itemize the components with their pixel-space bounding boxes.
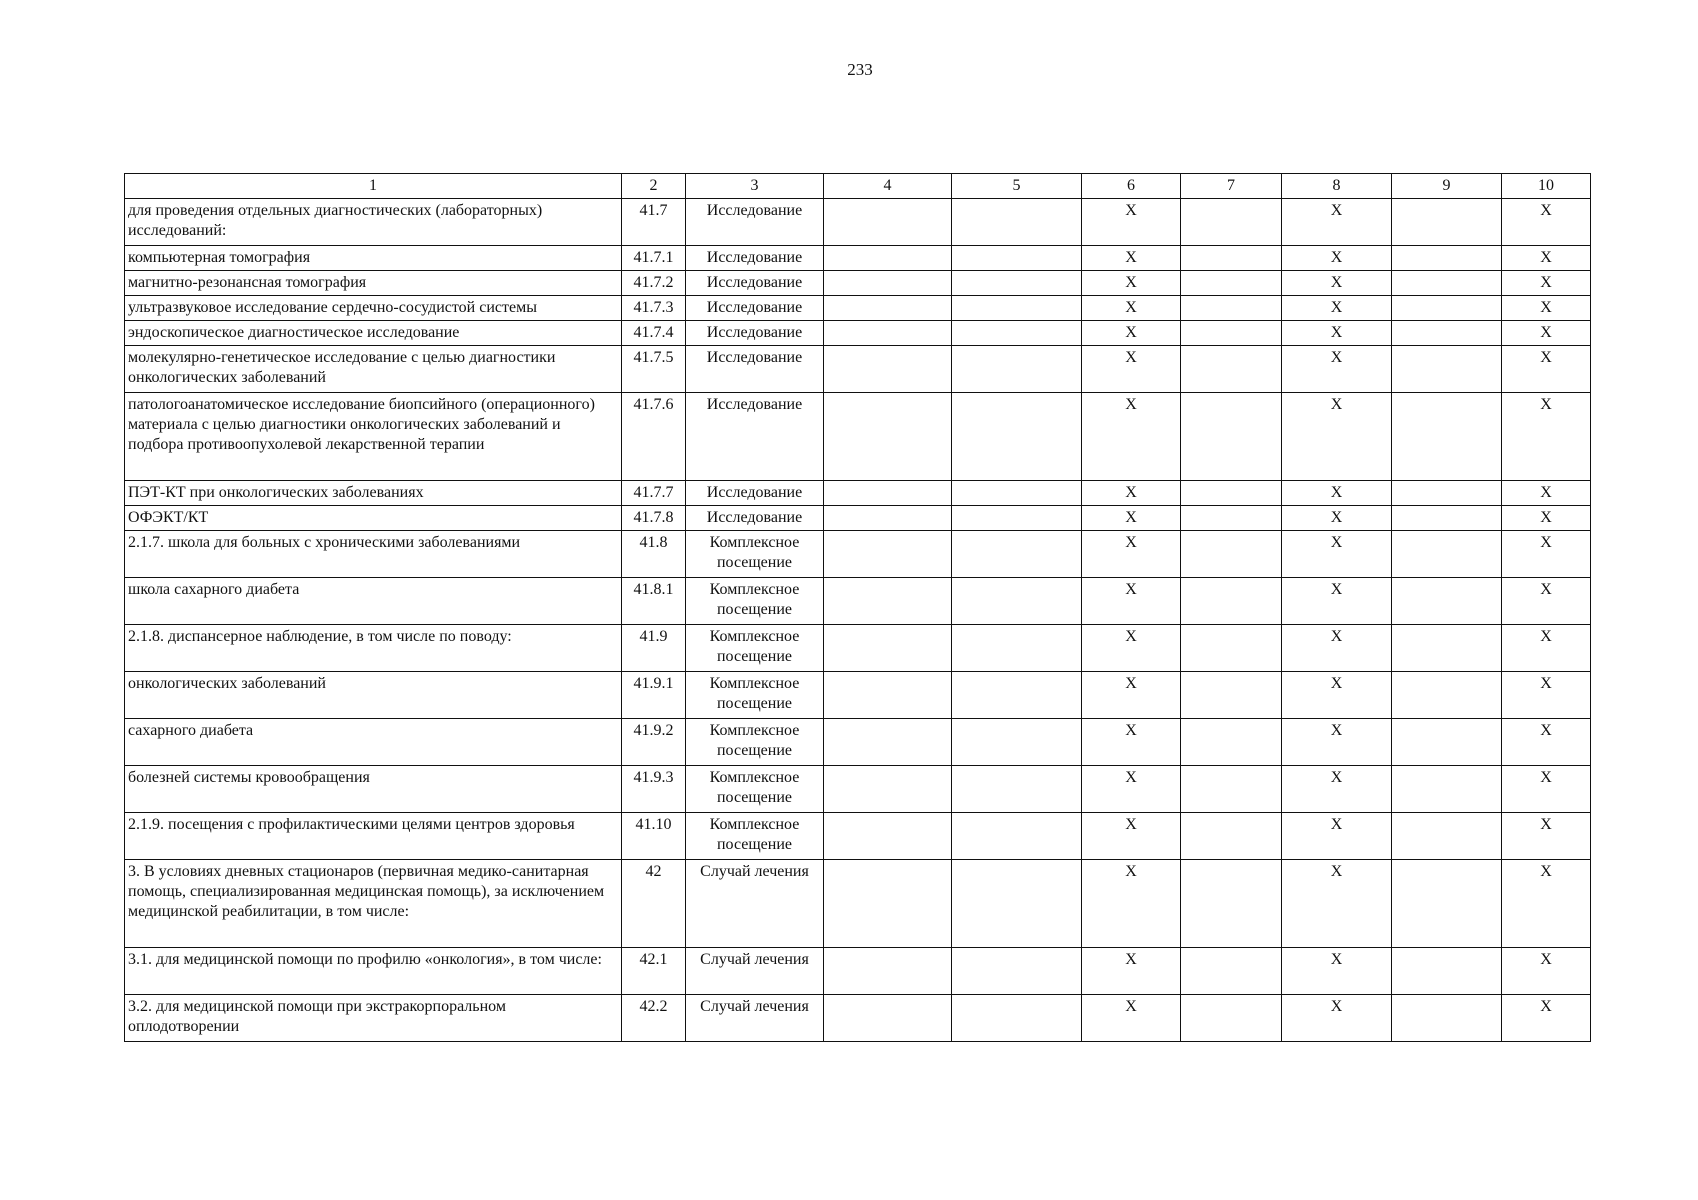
row-col-8: X — [1282, 321, 1392, 346]
row-code: 41.9.2 — [622, 719, 686, 766]
row-col-7 — [1181, 506, 1282, 531]
row-col-6: X — [1082, 321, 1181, 346]
row-col-9 — [1392, 995, 1502, 1042]
row-col-9 — [1392, 813, 1502, 860]
row-col-4 — [824, 321, 952, 346]
row-unit: Исследование — [686, 393, 824, 481]
row-code: 42.2 — [622, 995, 686, 1042]
row-code: 41.7.2 — [622, 271, 686, 296]
row-col-10: X — [1502, 246, 1591, 271]
row-name: 3. В условиях дневных стационаров (первичная медико-санитарная помощь, специализированная медицинская помощь), за исключением медицинской реабилитации, в том числе: — [125, 860, 622, 948]
row-code: 41.9.3 — [622, 766, 686, 813]
row-col-4 — [824, 995, 952, 1042]
row-name: 2.1.8. диспансерное наблюдение, в том числе по поводу: — [125, 625, 622, 672]
table-row — [125, 506, 1591, 531]
row-col-5 — [952, 481, 1082, 506]
row-unit: Случай лечения — [686, 995, 824, 1042]
row-col-10: X — [1502, 199, 1591, 246]
row-col-4 — [824, 506, 952, 531]
row-col-6: X — [1082, 531, 1181, 578]
row-col-5 — [952, 246, 1082, 271]
row-col-8: X — [1282, 813, 1392, 860]
table-row — [125, 199, 1591, 246]
row-unit: Исследование — [686, 199, 824, 246]
row-col-10: X — [1502, 346, 1591, 393]
row-col-8: X — [1282, 766, 1392, 813]
row-unit: Исследование — [686, 481, 824, 506]
row-col-10: X — [1502, 625, 1591, 672]
row-col-4 — [824, 393, 952, 481]
row-col-7 — [1181, 719, 1282, 766]
row-unit: Исследование — [686, 506, 824, 531]
column-header-7: 7 — [1181, 174, 1282, 199]
row-col-4 — [824, 625, 952, 672]
page-number: 233 — [847, 60, 873, 79]
row-col-10: X — [1502, 860, 1591, 948]
column-header-9: 9 — [1392, 174, 1502, 199]
row-code: 41.9 — [622, 625, 686, 672]
row-col-4 — [824, 296, 952, 321]
row-name: магнитно-резонансная томография — [125, 271, 622, 296]
row-col-6: X — [1082, 948, 1181, 995]
row-col-4 — [824, 271, 952, 296]
row-name: патологоанатомическое исследование биопсийного (операционного) материала с целью диагностики онкологических заболеваний и подбора противоопухолевой лекарственной терапии — [125, 393, 622, 481]
row-col-9 — [1392, 199, 1502, 246]
row-col-5 — [952, 672, 1082, 719]
row-col-9 — [1392, 860, 1502, 948]
row-code: 41.7 — [622, 199, 686, 246]
row-col-4 — [824, 860, 952, 948]
row-code: 41.7.1 — [622, 246, 686, 271]
row-col-6: X — [1082, 246, 1181, 271]
column-header-8: 8 — [1282, 174, 1392, 199]
row-col-7 — [1181, 531, 1282, 578]
row-col-10: X — [1502, 393, 1591, 481]
row-col-8: X — [1282, 346, 1392, 393]
row-code: 41.7.4 — [622, 321, 686, 346]
row-col-4 — [824, 531, 952, 578]
row-col-5 — [952, 948, 1082, 995]
row-col-8: X — [1282, 246, 1392, 271]
row-name: 2.1.7. школа для больных с хроническими заболеваниями — [125, 531, 622, 578]
row-name: 3.1. для медицинской помощи по профилю «онкология», в том числе: — [125, 948, 622, 995]
row-col-7 — [1181, 860, 1282, 948]
row-col-7 — [1181, 246, 1282, 271]
data-table-container — [124, 173, 1590, 1042]
row-col-6: X — [1082, 860, 1181, 948]
row-col-4 — [824, 246, 952, 271]
row-unit: Случай лечения — [686, 860, 824, 948]
row-code: 41.10 — [622, 813, 686, 860]
row-unit: Комплексное посещение — [686, 719, 824, 766]
row-col-8: X — [1282, 199, 1392, 246]
row-unit: Комплексное посещение — [686, 766, 824, 813]
row-col-6: X — [1082, 813, 1181, 860]
row-col-9 — [1392, 578, 1502, 625]
row-col-5 — [952, 296, 1082, 321]
table-row — [125, 271, 1591, 296]
row-name: для проведения отдельных диагностических (лабораторных) исследований: — [125, 199, 622, 246]
row-col-7 — [1181, 321, 1282, 346]
column-header-3: 3 — [686, 174, 824, 199]
column-header-10: 10 — [1502, 174, 1591, 199]
row-col-5 — [952, 578, 1082, 625]
row-col-4 — [824, 813, 952, 860]
row-col-10: X — [1502, 766, 1591, 813]
row-col-8: X — [1282, 995, 1392, 1042]
row-col-6: X — [1082, 578, 1181, 625]
row-col-9 — [1392, 531, 1502, 578]
row-col-6: X — [1082, 271, 1181, 296]
row-col-10: X — [1502, 271, 1591, 296]
row-col-5 — [952, 860, 1082, 948]
row-col-7 — [1181, 625, 1282, 672]
row-col-10: X — [1502, 813, 1591, 860]
row-col-6: X — [1082, 625, 1181, 672]
row-col-9 — [1392, 246, 1502, 271]
table-row — [125, 625, 1591, 672]
row-name: ПЭТ-КТ при онкологических заболеваниях — [125, 481, 622, 506]
row-name: ОФЭКТ/КТ — [125, 506, 622, 531]
row-col-7 — [1181, 271, 1282, 296]
table-body — [125, 199, 1591, 1042]
row-col-8: X — [1282, 296, 1392, 321]
row-col-5 — [952, 625, 1082, 672]
row-col-4 — [824, 346, 952, 393]
row-col-10: X — [1502, 481, 1591, 506]
row-unit: Исследование — [686, 271, 824, 296]
row-col-9 — [1392, 346, 1502, 393]
row-col-4 — [824, 672, 952, 719]
column-header-5: 5 — [952, 174, 1082, 199]
row-col-7 — [1181, 199, 1282, 246]
row-unit: Комплексное посещение — [686, 625, 824, 672]
row-col-7 — [1181, 813, 1282, 860]
row-col-6: X — [1082, 506, 1181, 531]
table-row — [125, 246, 1591, 271]
row-col-8: X — [1282, 481, 1392, 506]
row-unit: Комплексное посещение — [686, 531, 824, 578]
row-col-4 — [824, 948, 952, 995]
row-code: 41.7.5 — [622, 346, 686, 393]
table-header-row — [125, 174, 1591, 199]
row-name: школа сахарного диабета — [125, 578, 622, 625]
row-name: ультразвуковое исследование сердечно-сосудистой системы — [125, 296, 622, 321]
row-col-7 — [1181, 948, 1282, 995]
row-col-9 — [1392, 506, 1502, 531]
table-row — [125, 393, 1591, 481]
row-code: 41.7.3 — [622, 296, 686, 321]
row-code: 42 — [622, 860, 686, 948]
row-col-8: X — [1282, 531, 1392, 578]
row-col-7 — [1181, 296, 1282, 321]
row-name: 3.2. для медицинской помощи при экстракорпоральном оплодотворении — [125, 995, 622, 1042]
row-name: эндоскопическое диагностическое исследование — [125, 321, 622, 346]
row-col-5 — [952, 346, 1082, 393]
row-unit: Исследование — [686, 296, 824, 321]
row-col-6: X — [1082, 296, 1181, 321]
row-col-10: X — [1502, 531, 1591, 578]
row-col-7 — [1181, 481, 1282, 506]
row-name: компьютерная томография — [125, 246, 622, 271]
row-col-10: X — [1502, 719, 1591, 766]
row-col-6: X — [1082, 199, 1181, 246]
table-row — [125, 296, 1591, 321]
row-col-5 — [952, 766, 1082, 813]
row-code: 41.7.8 — [622, 506, 686, 531]
row-col-8: X — [1282, 860, 1392, 948]
row-col-10: X — [1502, 948, 1591, 995]
row-name: сахарного диабета — [125, 719, 622, 766]
row-col-6: X — [1082, 766, 1181, 813]
column-header-1: 1 — [125, 174, 622, 199]
table-row — [125, 481, 1591, 506]
row-col-6: X — [1082, 719, 1181, 766]
row-col-7 — [1181, 766, 1282, 813]
row-col-5 — [952, 995, 1082, 1042]
table-row — [125, 948, 1591, 995]
table-row — [125, 346, 1591, 393]
row-col-9 — [1392, 296, 1502, 321]
row-unit: Комплексное посещение — [686, 578, 824, 625]
row-col-7 — [1181, 995, 1282, 1042]
row-col-8: X — [1282, 271, 1392, 296]
row-col-5 — [952, 271, 1082, 296]
row-unit: Комплексное посещение — [686, 672, 824, 719]
row-col-4 — [824, 199, 952, 246]
row-col-7 — [1181, 672, 1282, 719]
row-col-10: X — [1502, 995, 1591, 1042]
row-col-10: X — [1502, 672, 1591, 719]
row-col-9 — [1392, 321, 1502, 346]
row-code: 41.8 — [622, 531, 686, 578]
row-col-9 — [1392, 625, 1502, 672]
row-name: молекулярно-генетическое исследование с целью диагностики онкологических заболеваний — [125, 346, 622, 393]
table-row — [125, 995, 1591, 1042]
row-col-4 — [824, 578, 952, 625]
row-name: 2.1.9. посещения с профилактическими целями центров здоровья — [125, 813, 622, 860]
row-col-9 — [1392, 271, 1502, 296]
row-col-8: X — [1282, 393, 1392, 481]
row-unit: Исследование — [686, 321, 824, 346]
row-col-8: X — [1282, 672, 1392, 719]
row-code: 42.1 — [622, 948, 686, 995]
row-col-5 — [952, 506, 1082, 531]
data-table — [124, 173, 1591, 1042]
row-col-4 — [824, 766, 952, 813]
row-col-4 — [824, 719, 952, 766]
row-unit: Исследование — [686, 346, 824, 393]
row-unit: Исследование — [686, 246, 824, 271]
table-row — [125, 719, 1591, 766]
row-col-9 — [1392, 948, 1502, 995]
row-code: 41.8.1 — [622, 578, 686, 625]
row-col-9 — [1392, 393, 1502, 481]
row-col-6: X — [1082, 481, 1181, 506]
row-col-8: X — [1282, 578, 1392, 625]
table-row — [125, 531, 1591, 578]
row-code: 41.7.7 — [622, 481, 686, 506]
row-col-10: X — [1502, 506, 1591, 531]
row-col-6: X — [1082, 393, 1181, 481]
row-col-10: X — [1502, 296, 1591, 321]
column-header-6: 6 — [1082, 174, 1181, 199]
row-col-9 — [1392, 766, 1502, 813]
row-col-5 — [952, 393, 1082, 481]
row-col-8: X — [1282, 948, 1392, 995]
row-name: онкологических заболеваний — [125, 672, 622, 719]
column-header-4: 4 — [824, 174, 952, 199]
row-col-5 — [952, 321, 1082, 346]
table-row — [125, 813, 1591, 860]
row-col-8: X — [1282, 625, 1392, 672]
table-row — [125, 672, 1591, 719]
row-code: 41.7.6 — [622, 393, 686, 481]
table-row — [125, 860, 1591, 948]
row-col-10: X — [1502, 321, 1591, 346]
row-col-5 — [952, 719, 1082, 766]
row-unit: Комплексное посещение — [686, 813, 824, 860]
row-col-7 — [1181, 393, 1282, 481]
table-row — [125, 578, 1591, 625]
row-unit: Случай лечения — [686, 948, 824, 995]
table-row — [125, 321, 1591, 346]
row-col-5 — [952, 199, 1082, 246]
row-col-9 — [1392, 672, 1502, 719]
table-row — [125, 766, 1591, 813]
row-col-6: X — [1082, 672, 1181, 719]
row-col-5 — [952, 813, 1082, 860]
row-col-7 — [1181, 578, 1282, 625]
row-name: болезней системы кровообращения — [125, 766, 622, 813]
row-col-8: X — [1282, 719, 1392, 766]
row-col-8: X — [1282, 506, 1392, 531]
row-col-5 — [952, 531, 1082, 578]
row-col-9 — [1392, 719, 1502, 766]
row-col-10: X — [1502, 578, 1591, 625]
row-col-9 — [1392, 481, 1502, 506]
column-header-2: 2 — [622, 174, 686, 199]
row-code: 41.9.1 — [622, 672, 686, 719]
row-col-7 — [1181, 346, 1282, 393]
row-col-4 — [824, 481, 952, 506]
row-col-6: X — [1082, 995, 1181, 1042]
row-col-6: X — [1082, 346, 1181, 393]
